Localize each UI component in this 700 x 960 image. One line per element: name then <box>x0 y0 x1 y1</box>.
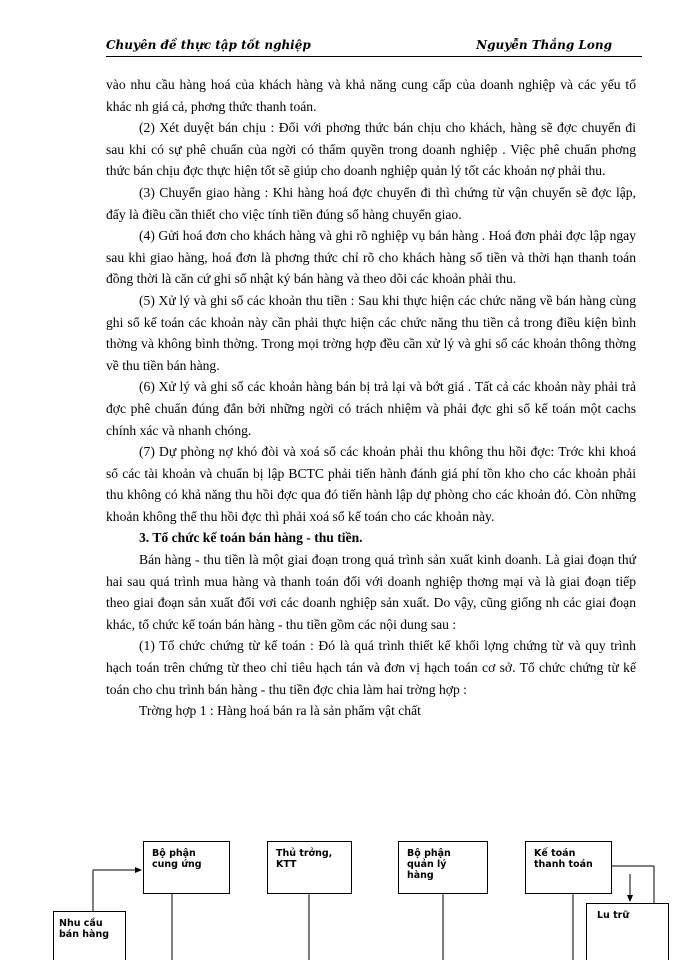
paragraph: (5) Xử lý và ghi sổ các khoản thu tiền : Sau khi thực hiện các chức năng về bán hàng cùng ghi sổ kế toán các khoản này cần phải thực hiện các chức năng thu tiền cả trong điều kiện bình thờng và không bình thờng. Trong mọi trờng hợp đều cần xử lý và ghi sổ các khoản thông thờng về thu tiền bán hàng. <box>106 292 636 373</box>
paragraph: vào nhu cầu hàng hoá của khách hàng và khả năng cung cấp của doanh nghiệp và các yếu tố khác nh giá cả, phơng thức thanh toán. <box>106 77 636 114</box>
paragraph: (6) Xử lý và ghi sổ các khoản hàng bán bị trả lại và bớt giá . Tất cả các khoản này phải trả đợc phê chuẩn đúng đắn bởi những ngời có trách nhiệm và phải đợc ghi sổ kế toán một cachs chính xác và nhanh chóng. <box>106 379 636 438</box>
box-payment-accounting <box>525 841 612 894</box>
box-label: Kế toán thanh toán <box>534 848 593 870</box>
paragraph: (7) Dự phòng nợ khó đòi và xoá sổ các khoản phải thu không thu hồi đợc: Trớc khi khoá sổ các tài khoản và chuẩn bị lập BCTC phải tiến hành đánh giá phí tồn kho cho các khoản phải thu không có khả năng thu hồi đợc qua đó tiến hành lập dự phòng cho các khoản đó. Còn những khoản không thể thu hồi đợc thì phải xoá sổ kế toán cho các khoản này. <box>106 444 636 524</box>
header-title: Chuyên đề thực tập tốt nghiệp <box>106 38 311 52</box>
box-procurement <box>143 841 230 894</box>
page-header <box>106 38 642 57</box>
paragraph: Trờng hợp 1 : Hàng hoá bán ra là sản phẩm vật chất <box>139 703 421 719</box>
box-goods-management <box>398 841 488 894</box>
paragraph: Bán hàng - thu tiền là một giai đoạn trong quá trình sản xuất kinh doanh. Là giai đoạn thứ hai sau quá trình mua hàng và thanh toán đối với doanh nghiệp thơng mại và là giai đoạn tiếp theo giai đoạn sản xuất đối vơi các doanh nghiệp sản xuất. Do vậy, cũng giống nh các giai đoạn khác, tổ chức kế toán bán hàng - thu tiền gồm các nội dung sau : <box>106 552 636 632</box>
box-label: Bộ phận cung ứng <box>152 848 202 870</box>
box-label: Nhu cầu bán hàng <box>59 918 110 940</box>
flow-diagram <box>0 826 700 960</box>
arrow-head <box>627 895 633 902</box>
paragraph: (3) Chuyển giao hàng : Khi hàng hoá đợc chuyển đi thì chứng từ vận chuyển sẽ đợc lập, đấy là điều cần thiết cho việc tính tiền đúng số hàng chuyển giao. <box>106 184 636 222</box>
header-author: Nguyễn Thắng Long <box>476 38 612 52</box>
box-label: Bộ phận quản lý hàng <box>407 848 451 881</box>
box-label: Lu trữ <box>597 910 630 921</box>
box-sales-demand <box>53 911 126 960</box>
arrow-head <box>135 867 142 873</box>
section-heading: 3. Tổ chức kế toán bán hàng - thu tiền. <box>139 530 363 546</box>
paragraph: (2) Xét duyệt bán chịu : Đối với phơng thức bán chịu cho khách, hàng sẽ đợc chuyển đi sau khi có sự phê chuẩn của ngời có thẩm quyền trong doanh nghiệp . Việc phê chuẩn phơng thức bán chịu đợc thực hiện tốt sẽ giúp cho doanh nghiệp quản lý tốt các khoản nợ phải thu. <box>106 120 636 179</box>
paragraph: (1) Tổ chức chứng từ kế toán : Đó là quá trình thiết kế khối lợng chứng từ và quy trình hạch toán trên chứng từ theo chỉ tiêu hạch tán và đơn vị hạch toán cơ sở. Tổ chức chứng từ kế toán cho chu trình bán hàng - thu tiền đợc chia làm hai trờng hợp : <box>106 638 636 697</box>
paragraph: (4) Gửi hoá đơn cho khách hàng và ghi rõ nghiệp vụ bán hàng . Hoá đơn phải đợc lập ngay sau khi giao hàng, hoá đơn là phơng thức chỉ rõ cho khách hàng số tiền và thời hạn thanh toán đồng thời là căn cứ ghi sổ nhật ký bán hàng và theo dõi các khoản phải thu. <box>106 228 636 287</box>
box-director <box>267 841 352 894</box>
box-label: Thủ trởng, KTT <box>276 848 333 870</box>
body-text <box>106 74 636 722</box>
box-storage <box>586 903 669 960</box>
